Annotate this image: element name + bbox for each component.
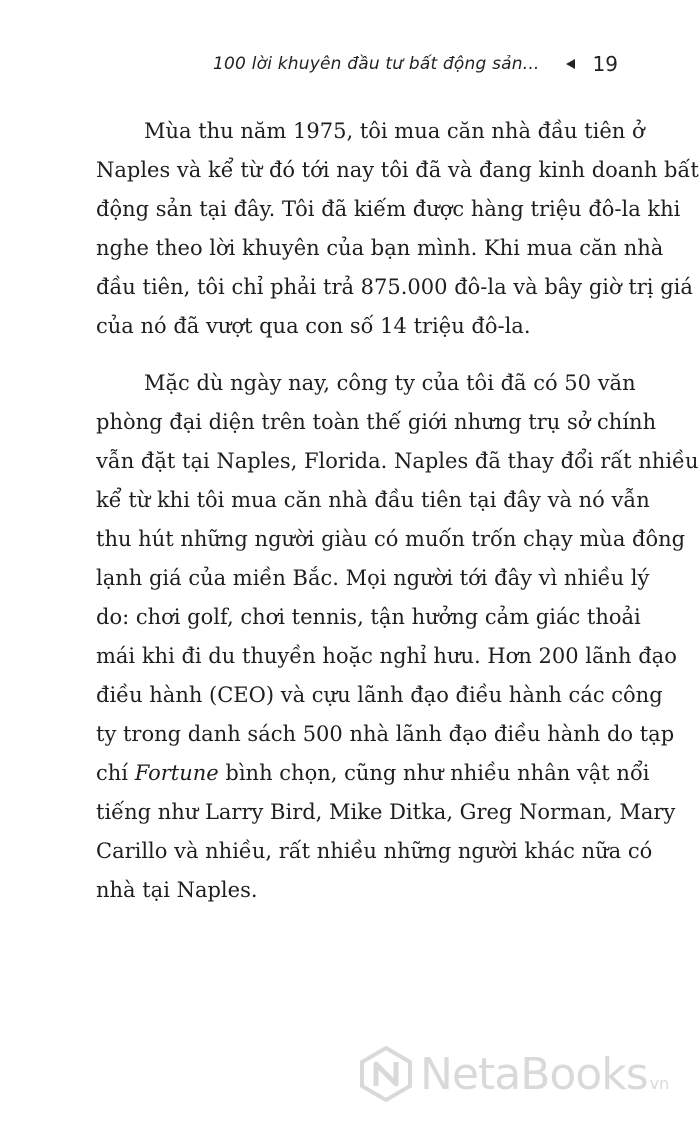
running-header-title: 100 lời khuyên đầu tư bất động sản... [213, 54, 540, 74]
paragraph-1 [96, 112, 699, 346]
netabooks-logo-icon [358, 1046, 414, 1102]
text-line: Carillo và nhiều, rất nhiều những người khác nữa có [96, 839, 653, 863]
text-line: nhà tại Naples. [96, 878, 258, 902]
text-line: kể từ khi tôi mua căn nhà đầu tiên tại đây và nó vẫn [96, 488, 650, 512]
text-line: phòng đại diện trên toàn thế giới nhưng trụ sở chính [96, 410, 657, 434]
text-line: động sản tại đây. Tôi đã kiếm được hàng triệu đô-la khi [96, 197, 681, 221]
text-line: lạnh giá của miền Bắc. Mọi người tới đây vì nhiều lý [96, 566, 650, 590]
watermark-suffix: vn [649, 1073, 670, 1093]
paragraph-2 [96, 364, 699, 910]
watermark-brand: NetaBooks [420, 1048, 648, 1100]
body-text [96, 112, 699, 928]
text-line: tiếng như Larry Bird, Mike Ditka, Greg Norman, Mary [96, 800, 676, 824]
text-line: đầu tiên, tôi chỉ phải trả 875.000 đô-la và bây giờ trị giá [96, 275, 693, 299]
text-line: Naples và kể từ đó tới nay tôi đã và đang kinh doanh bất [96, 158, 699, 182]
text-fragment: bình chọn, cũng như nhiều nhân vật nổi [218, 761, 650, 785]
text-line: Mặc dù ngày nay, công ty của tôi đã có 50 văn [144, 371, 636, 395]
text-line: của nó đã vượt qua con số 14 triệu đô-la. [96, 314, 531, 338]
magazine-title: Fortune [134, 761, 219, 785]
left-triangle-icon [566, 59, 575, 69]
text-line: thu hút những người giàu có muốn trốn chạy mùa đông [96, 527, 686, 551]
text-line: nghe theo lời khuyên của bạn mình. Khi mua căn nhà [96, 236, 664, 260]
text-line: ty trong danh sách 500 nhà lãnh đạo điều hành do tạp [96, 722, 675, 746]
text-fragment: chí [96, 761, 135, 785]
text-line-with-italic [96, 754, 650, 793]
text-line: do: chơi golf, chơi tennis, tận hưởng cảm giác thoải [96, 605, 641, 629]
running-header [213, 52, 618, 76]
watermark [358, 1046, 669, 1102]
text-line: mái khi đi du thuyền hoặc nghỉ hưu. Hơn 200 lãnh đạo [96, 644, 677, 668]
page-number: 19 [592, 52, 618, 76]
text-line: Mùa thu năm 1975, tôi mua căn nhà đầu tiên ở [144, 119, 645, 143]
text-line: điều hành (CEO) và cựu lãnh đạo điều hành các công [96, 683, 663, 707]
text-line: vẫn đặt tại Naples, Florida. Naples đã thay đổi rất nhiều [96, 449, 699, 473]
